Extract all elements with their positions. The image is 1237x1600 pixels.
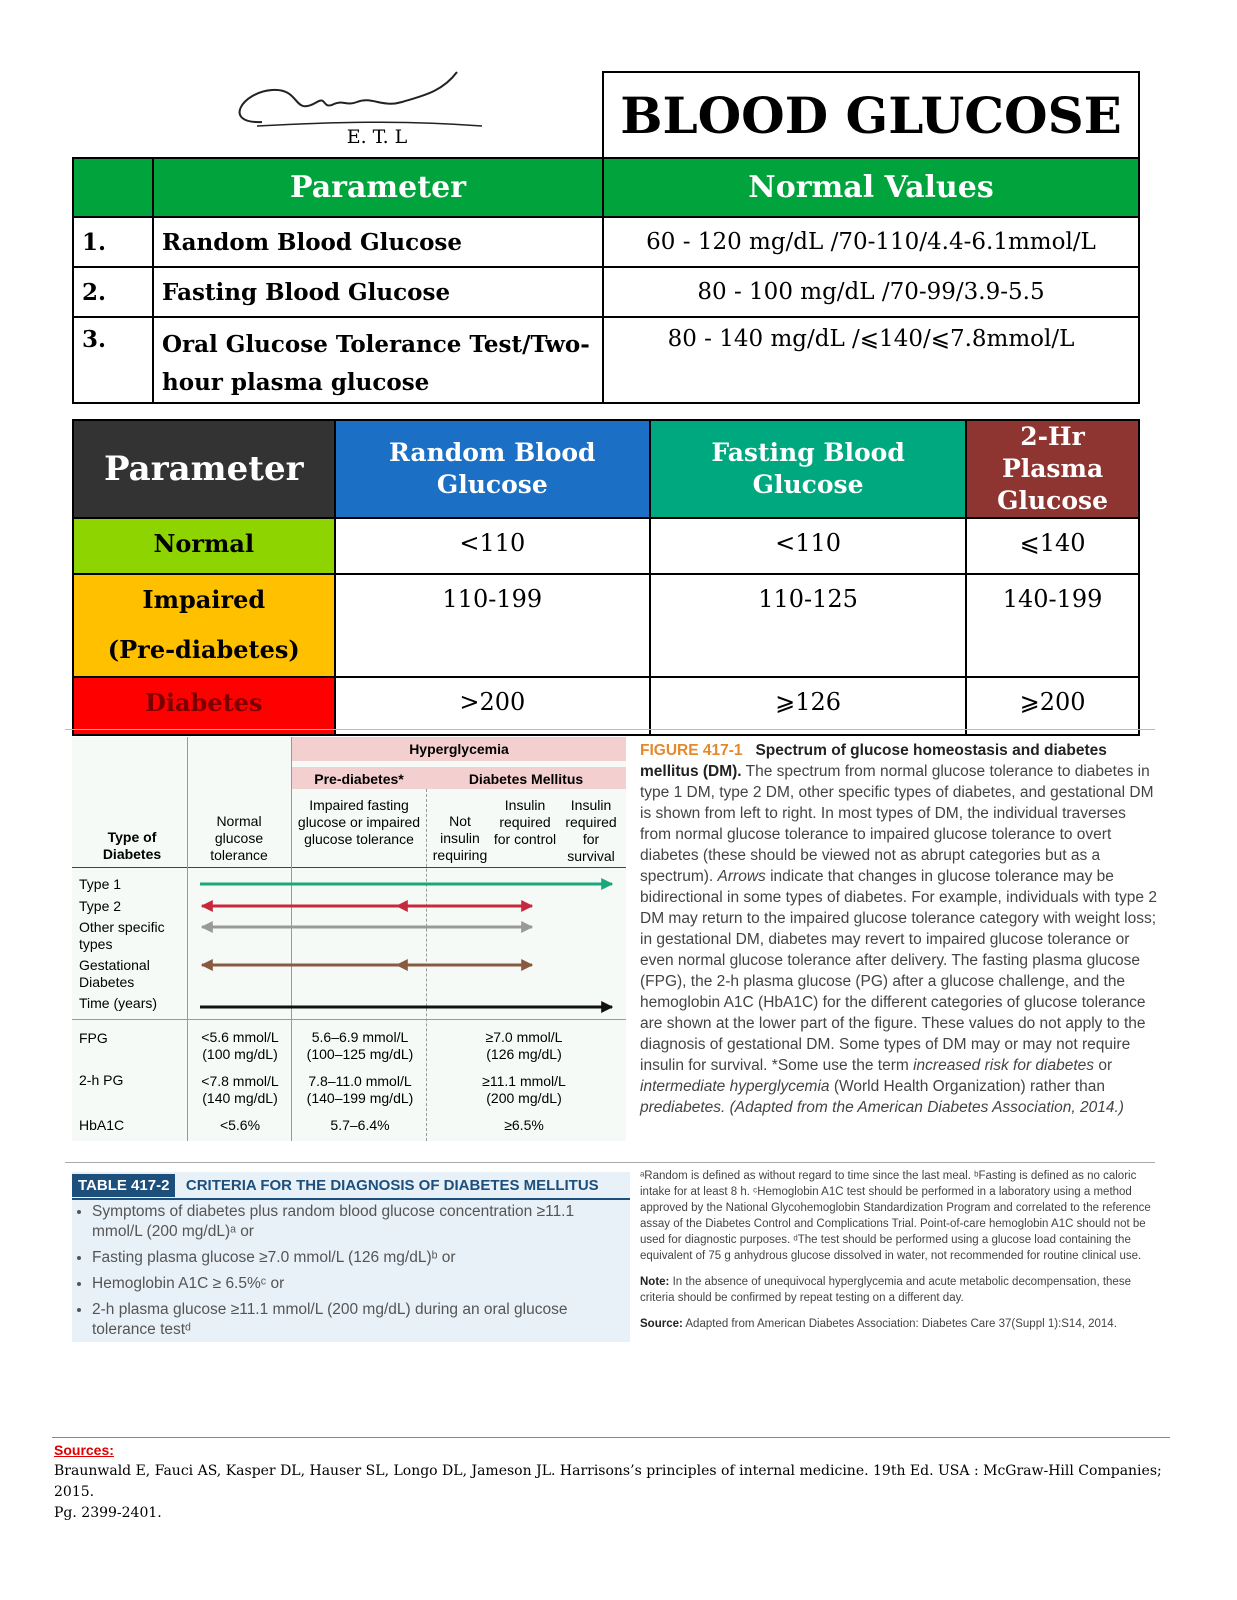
table-row [73,574,1139,677]
diabetes-mellitus-label: Diabetes Mellitus [468,771,584,787]
figure-id: FIGURE 417-1 [640,742,743,759]
row-number: 1. [73,217,153,267]
criteria-table-label: TABLE 417-2 [72,1174,175,1197]
row-parameter: Random Blood Glucose [153,217,603,267]
pg2h-normal: <7.8 mmol/L (140 mg/dL) [201,1073,279,1106]
source-text: Adapted from American Diabetes Association: Diabetes Care 37(Suppl 1):S14, 2014. [685,1318,1117,1330]
header-2hr: 2-Hr Plasma Glucose [966,420,1139,518]
time-label: Time (years) [79,995,158,1011]
note-label: Note: [640,1276,670,1288]
not-insulin-label: Not insulin requiring [432,813,488,863]
header-fasting: Fasting Blood Glucose [650,420,966,518]
impaired-tolerance-label: Impaired fasting glucose or impaired glucose tolerance [297,797,421,847]
caption-arrows: Arrows [717,868,766,885]
category-normal: Normal [73,518,335,574]
fpg-normal: <5.6 mmol/L (100 mg/dL) [201,1029,279,1062]
sources-label: Sources: [54,1442,114,1458]
cell-value: ⩾126 [650,677,966,735]
figure-caption [640,740,1160,1118]
category-diabetes: Diabetes [73,677,335,735]
caption-pre: prediabetes. (Adapted from the American Diabetes Association, 2014.) [640,1099,1124,1116]
type-of-diabetes-label: Type of Diabetes [102,829,162,862]
spectrum-figure [72,737,626,1141]
pg2h-dm: ≥11.1 mmol/L (200 mg/dL) [482,1073,566,1106]
cell-value: >200 [335,677,651,735]
hba1c-normal: <5.6% [219,1117,261,1133]
pg2h-pre: 7.8–11.0 mmol/L (140–199 mg/dL) [306,1073,414,1106]
divider [65,729,1155,730]
note-text: In the absence of unequivocal hyperglycemia and acute metabolic decompensation, these criteria should be confirmed by repeat testing on a different day. [640,1276,1131,1304]
criteria-item: • Hemoglobin A1C ≥ 6.5%ᶜ or [92,1274,612,1294]
pg2h-label: 2-h PG [79,1072,124,1088]
header-random: Random Blood Glucose [335,420,651,518]
normal-tolerance-label: Normal glucose tolerance [210,813,268,863]
hba1c-pre: 5.7–6.4% [330,1117,390,1133]
table-row [73,677,1139,735]
logo-initials: E. T. L [346,126,408,148]
criteria-notes [640,1168,1160,1332]
fpg-label: FPG [79,1030,108,1046]
table-row [73,317,1139,403]
header-parameter: Parameter [153,158,603,217]
criteria-item: • 2-h plasma glucose ≥11.1 mmol/L (200 mg/dL) during an oral glucose tolerance testᵈ [92,1300,612,1340]
insulin-survival-label: Insulin required for survival [565,797,617,864]
figure-title: Spectrum of glucose homeostasis and diabetes mellitus (DM). [640,742,1107,780]
normal-values-table [72,71,1140,404]
fpg-dm: ≥7.0 mmol/L (126 mg/dL) [485,1029,563,1062]
cell-value: ⩾200 [966,677,1139,735]
criteria-item: • Fasting plasma glucose ≥7.0 mmol/L (126 mg/dL)ᵇ or [92,1248,612,1268]
gestational-label: Gestational Diabetes [79,957,150,990]
prediabetes-label: Pre-diabetes* [314,771,404,787]
row-value: 60 - 120 mg/dL /70-110/4.4-6.1mmol/L [603,217,1139,267]
glucose-category-table [72,419,1140,736]
row-parameter: Fasting Blood Glucose [153,267,603,317]
type-1-label: Type 1 [79,876,122,892]
caption-who: (World Health Organization) rather than [833,1078,1105,1095]
caption-or: or [1098,1057,1113,1074]
cell-value: <110 [335,518,651,574]
sources-section [54,1440,1174,1524]
cell-value: 110-199 [335,574,651,677]
fpg-pre: 5.6–6.9 mmol/L (100–125 mg/dL) [306,1029,414,1062]
caption-text-a: The spectrum from normal glucose tolerance to diabetes in type 1 DM, type 2 DM, other specific types of diabetes, and gestational DM is shown from left to right. In most types of DM, the individual traverses from normal glucose tolerance to impaired glucose tolerance to overt diabetes (these should be viewed not as abrupt categories but as a spectrum). [640,763,1154,885]
category-impaired-line2: (Pre-diabetes) [107,635,300,664]
hba1c-label: HbA1C [79,1117,125,1133]
cell-value: <110 [650,518,966,574]
cell-value: 110-125 [650,574,966,677]
table-row [73,267,1139,317]
cell-value: ⩽140 [966,518,1139,574]
row-number: 3. [73,317,153,403]
criteria-table-title: CRITERIA FOR THE DIAGNOSIS OF DIABETES MELLITUS [185,1177,599,1194]
header-parameter: Parameter [73,420,335,518]
type-2-label: Type 2 [79,898,122,914]
table-row [73,217,1139,267]
divider [65,1162,1155,1163]
other-types-label: Other specific types [79,919,165,952]
hba1c-dm: ≥6.5% [504,1117,544,1133]
insulin-control-label: Insulin required for control [493,797,557,847]
source-label: Source: [640,1318,683,1330]
divider [52,1437,1170,1438]
row-number: 2. [73,267,153,317]
criteria-footnote: ᵃRandom is defined as without regard to time since the last meal. ᵇFasting is defined as no caloric intake for at least 8 h. ᶜHemoglobin A1C test should be performed in a laboratory using a method approved by the National Glycohemoglobin Standardization Program and correlated to the reference assay of the Diabetes Control and Complications Trial. Point-of-care hemoglobin A1C should not be used for diagnostic purposes. ᵈThe test should be performed using a glucose load containing the equivalent of 75 g anhydrous glucose dissolved in water, not recommended for routine clinical use. [640,1170,1151,1262]
criteria-table [72,1172,630,1342]
row-value: 80 - 100 mg/dL /70-99/3.9-5.5 [603,267,1139,317]
cell-value: 140-199 [966,574,1139,677]
criteria-item: • Symptoms of diabetes plus random blood glucose concentration ≥11.1 mmol/L (200 mg/dL)ᵃ or [92,1202,612,1242]
caption-text-b: indicate that changes in glucose tolerance may be bidirectional in some types of diabetes. For example, individuals with type 2 DM may return to the impaired glucose tolerance category with weight loss; in gestational DM, diabetes may revert to impaired glucose tolerance or even normal glucose tolerance after delivery. The fasting plasma glucose (FPG), the 2-h plasma glucose (PG) after a glucose challenge, and the hemoglobin A1C (HbA1C) for the different categories of glucose tolerance are shown at the lower part of the figure. These values do not apply to the diagnosis of gestational DM. Some types of DM may or may not require insulin for survival. *Some use the term [640,868,1157,1074]
page-title: BLOOD GLUCOSE [603,72,1139,158]
row-parameter: Oral Glucose Tolerance Test/Two-hour plasma glucose [153,317,603,403]
header-normal-values: Normal Values [603,158,1139,217]
category-impaired [73,574,335,677]
sources-line1: Braunwald E, Fauci AS, Kasper DL, Hauser SL, Longo DL, Jameson JL. Harrisons’s principles of internal medicine. 19th Ed. USA : McGraw-Hill Companies; 2015. [54,1463,1162,1500]
caption-ih: intermediate hyperglycemia [640,1078,830,1095]
sources-line2: Pg. 2399-2401. [54,1505,162,1521]
hyperglycemia-label: Hyperglycemia [409,741,509,757]
category-impaired-line1: Impaired [142,585,266,614]
caption-irdm: increased risk for diabetes [913,1057,1095,1074]
table-row [73,518,1139,574]
row-value: 80 - 140 mg/dL /⩽140/⩽7.8mmol/L [603,317,1139,403]
